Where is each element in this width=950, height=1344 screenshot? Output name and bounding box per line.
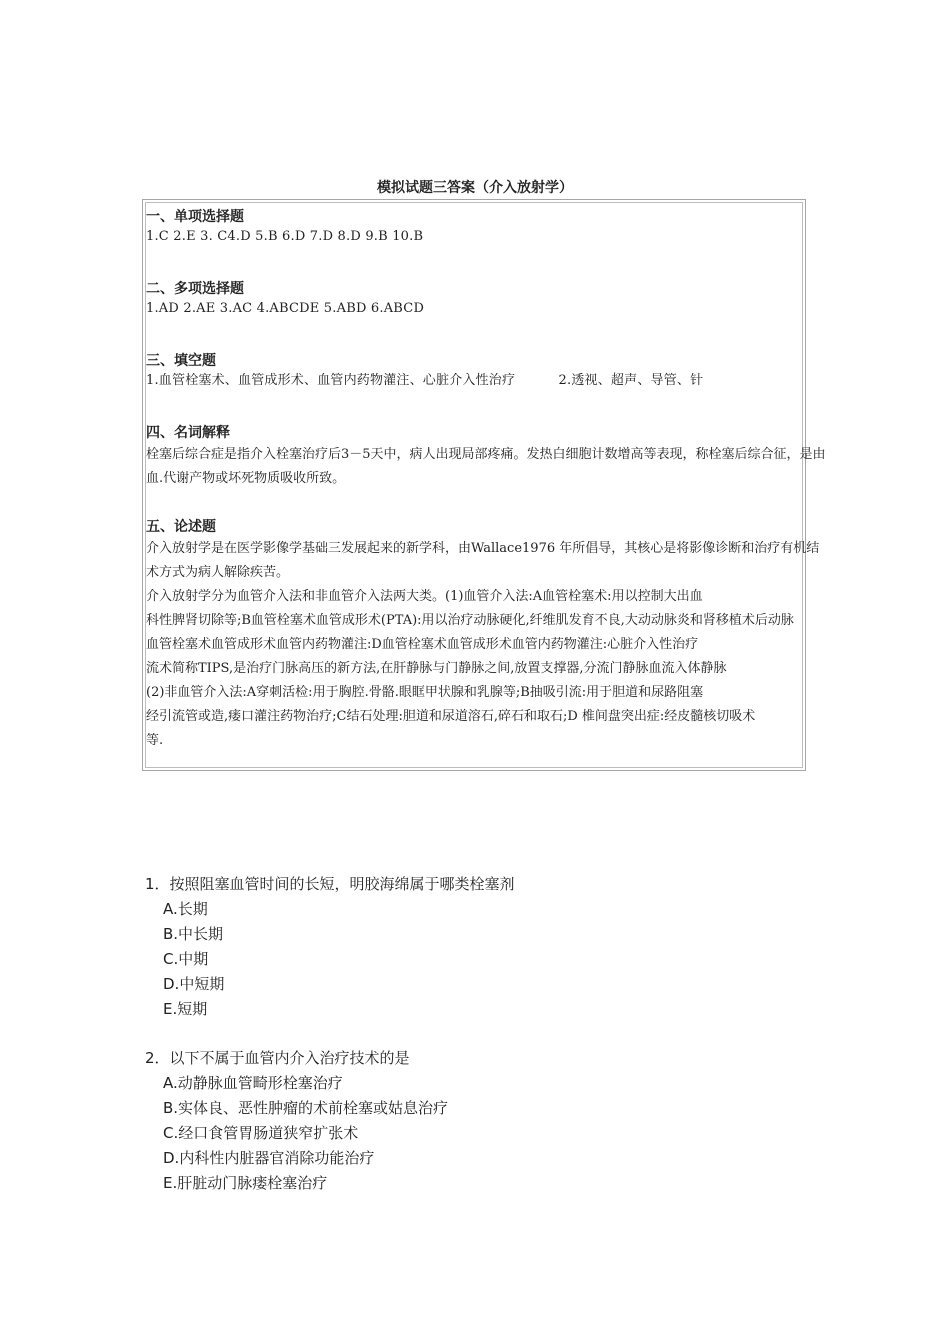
single-choice-answers: 1.C 2.E 3. C4.D 5.B 6.D 7.D 8.D 9.B 10.B: [146, 229, 424, 244]
essay-line: 介入放射学是在医学影像学基础三发展起来的新学科，由Wallace1976 年所倡导，其核心是将影像诊断和治疗有机结: [146, 541, 820, 556]
essay-line: 血管栓塞术血管成形术血管内药物灌注:D血管栓塞术血管成形术血管内药物灌注:心脏介入性治疗: [146, 637, 699, 652]
question-stem: 2．以下不属于血管内介入治疗技术的是: [145, 1049, 410, 1067]
essay-line: 经引流管或造,瘘口灌注药物治疗;C结石处理:胆道和尿道溶石,碎石和取石;D 椎间盘突出症:经皮髓核切吸术: [146, 709, 756, 724]
question-option: A.长期: [163, 900, 208, 918]
question-option: B.实体良、恶性肿瘤的术前栓塞或姑息治疗: [163, 1099, 449, 1117]
question-option: E.短期: [163, 1000, 208, 1018]
question-option: D.中短期: [163, 975, 225, 993]
question-1: [145, 872, 515, 1022]
question-stem: 1．按照阻塞血管时间的长短，明胶海绵属于哪类栓塞剂: [145, 875, 515, 893]
section-heading-single-choice: 一、单项选择题: [146, 209, 244, 225]
question-option: C.经口食管胃肠道狭窄扩张术: [163, 1124, 359, 1142]
essay-line: 流术简称TIPS,是治疗门脉高压的新方法,在肝静脉与门静脉之间,放置支撑器,分流门静脉血流入体静脉: [146, 661, 727, 676]
document-title: 模拟试题三答案（介入放射学）: [377, 180, 573, 196]
question-option: E.肝脏动门脉瘘栓塞治疗: [163, 1174, 328, 1192]
question-option: B.中长期: [163, 925, 224, 943]
section-heading-multiple-choice: 二、多项选择题: [146, 281, 244, 297]
question-option: C.中期: [163, 950, 209, 968]
term-explanation-line: 血.代谢产物或坏死物质吸收所致。: [146, 471, 346, 486]
question-2: [145, 1046, 448, 1196]
answer-key-content: [146, 207, 950, 753]
essay-line: 科性脾肾切除等;B血管栓塞术血管成形术(PTA):用以治疗动脉硬化,纤维肌发育不良,大动动脉炎和肾移植术后动脉: [146, 613, 794, 628]
term-explanation-line: 栓塞后综合症是指介入栓塞治疗后3－5天中，病人出现局部疼痛。发热白细胞计数增高等表现，称栓塞后综合征，是由: [146, 447, 826, 462]
answer-key-box: [142, 199, 826, 771]
section-heading-fill-blank: 三、填空题: [146, 353, 216, 369]
fill-blank-answers: 1.血管栓塞术、血管成形术、血管内药物灌注、心脏介入性治疗 2.透视、超声、导管、针: [146, 373, 704, 388]
multiple-choice-answers: 1.AD 2.AE 3.AC 4.ABCDE 5.ABD 6.ABCD: [146, 301, 425, 316]
section-heading-essay: 五、论述题: [146, 519, 216, 535]
essay-line: (2)非血管介入法:A穿刺活检:用于胸腔.骨骼.眼眶甲状腺和乳腺等;B抽吸引流:用于胆道和尿路阻塞: [146, 685, 704, 700]
section-heading-term-explanation: 四、名词解释: [146, 425, 230, 441]
question-option: D.内科性内脏器官消除功能治疗: [163, 1149, 375, 1167]
question-option: A.动静脉血管畸形栓塞治疗: [163, 1074, 343, 1092]
essay-line: 等.: [146, 733, 164, 748]
essay-line: 术方式为病人解除疾苦。: [146, 565, 290, 580]
essay-line: 介入放射学分为血管介入法和非血管介入法两大类。(1)血管介入法:A血管栓塞术:用以控制大出血: [146, 589, 703, 604]
